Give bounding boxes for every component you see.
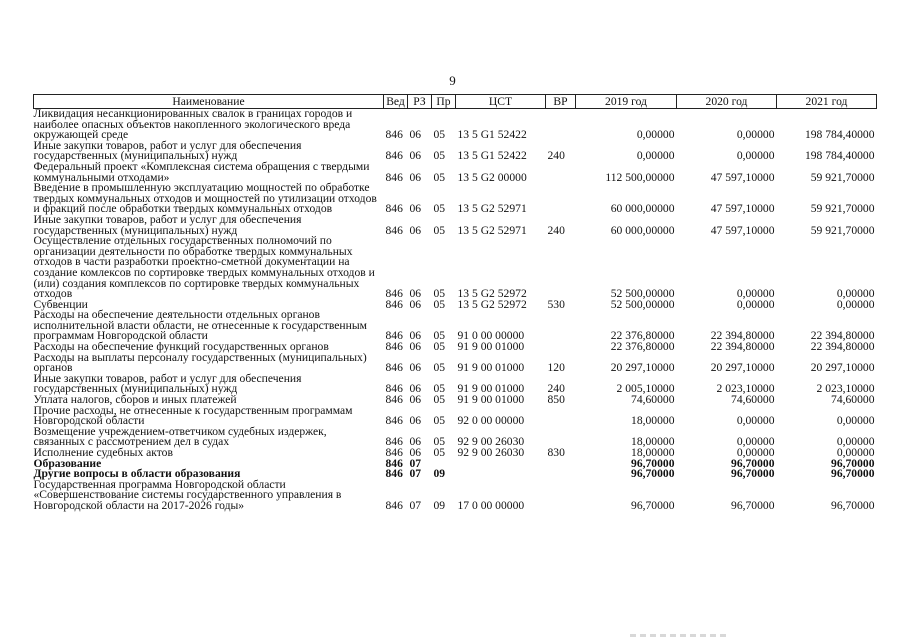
row-name: Расходы на выплаты персоналу государственных (муниципальных) органов bbox=[33, 350, 367, 375]
row-value-2019: 22 376,80000 bbox=[610, 340, 675, 354]
row-vr bbox=[546, 109, 576, 141]
row-value-2021: 0,00000 bbox=[836, 435, 875, 449]
row-value-2019: 60 000,00000 bbox=[610, 223, 675, 237]
row-ved: 846 bbox=[385, 287, 403, 301]
row-pr: 05 bbox=[433, 329, 446, 343]
row-cst: 92 9 00 26030 bbox=[457, 435, 525, 449]
table-row bbox=[34, 310, 877, 342]
row-vr bbox=[546, 406, 576, 427]
row-value-2020: 96,70000 bbox=[731, 456, 775, 470]
row-cst: 13 5 G1 52422 bbox=[457, 149, 527, 163]
row-value-2019: 52 500,00000 bbox=[610, 297, 675, 311]
row-name: Исполнение судебных актов bbox=[33, 446, 173, 459]
row-name: Иные закупки товаров, работ и услуг для обеспечения государственных (муниципальных) нужд bbox=[33, 212, 302, 237]
row-value-2021: 59 921,70000 bbox=[810, 170, 875, 184]
row-value-2019: 20 297,10000 bbox=[610, 361, 675, 375]
row-ved: 846 bbox=[385, 382, 403, 396]
row-vr bbox=[546, 459, 576, 470]
header-pr: Пр bbox=[432, 95, 456, 109]
row-value-2021: 59 921,70000 bbox=[810, 223, 875, 237]
row-value-2020: 96,70000 bbox=[731, 498, 775, 512]
row-pr: 05 bbox=[433, 149, 446, 163]
row-pr: 05 bbox=[433, 202, 446, 216]
row-value-2020: 22 394,80000 bbox=[710, 329, 775, 343]
row-name: Другие вопросы в области образования bbox=[33, 467, 241, 481]
row-rz: 06 bbox=[409, 202, 422, 216]
row-name: Прочие расходы, не отнесенные к государственным программам Новгородской области bbox=[33, 403, 353, 428]
row-rz: 06 bbox=[409, 382, 422, 396]
row-name: Уплата налогов, сборов и иных платежей bbox=[33, 393, 237, 407]
row-rz: 06 bbox=[409, 329, 422, 343]
row-name: Расходы на обеспечение деятельности отдельных органов исполнительной власти области, не отнесенные к государственным программам Новгородской области bbox=[33, 308, 367, 343]
row-cst: 13 5 G1 52422 bbox=[457, 128, 527, 142]
row-value-2019: 18,00000 bbox=[631, 446, 675, 459]
table-row bbox=[34, 215, 877, 236]
row-cst: 91 0 00 00000 bbox=[457, 329, 525, 343]
row-value-2019: 96,70000 bbox=[631, 467, 675, 481]
row-name: Субвенции bbox=[33, 297, 88, 311]
row-name: Иные закупки товаров, работ и услуг для обеспечения государственных (муниципальных) нужд bbox=[33, 138, 302, 163]
header-2019: 2019 год bbox=[576, 95, 677, 109]
header-vr: ВР bbox=[546, 95, 576, 109]
table-row bbox=[34, 109, 877, 141]
row-value-2020: 0,00000 bbox=[736, 128, 775, 142]
row-rz: 06 bbox=[409, 414, 422, 428]
row-vr bbox=[546, 310, 576, 342]
row-pr: 05 bbox=[433, 223, 446, 237]
row-pr: 05 bbox=[433, 382, 446, 396]
row-vr bbox=[546, 342, 576, 353]
row-value-2020: 0,00000 bbox=[736, 446, 775, 459]
row-value-2021: 0,00000 bbox=[836, 446, 875, 459]
row-ved: 846 bbox=[385, 435, 403, 449]
row-vr bbox=[546, 427, 576, 448]
row-pr: 05 bbox=[433, 340, 446, 354]
row-value-2021: 198 784,40000 bbox=[804, 128, 875, 142]
row-ved: 846 bbox=[385, 170, 403, 184]
row-pr: 05 bbox=[433, 435, 446, 449]
row-ved: 846 bbox=[385, 223, 403, 237]
row-value-2019: 96,70000 bbox=[631, 498, 675, 512]
row-pr: 05 bbox=[433, 287, 446, 301]
row-value-2019: 112 500,00000 bbox=[605, 170, 675, 184]
row-cst: 17 0 00 00000 bbox=[457, 498, 525, 512]
row-value-2019: 18,00000 bbox=[631, 414, 675, 428]
row-value-2021: 22 394,80000 bbox=[810, 340, 875, 354]
table-row bbox=[34, 406, 877, 427]
row-value-2021: 0,00000 bbox=[836, 414, 875, 428]
row-vr: 240 bbox=[547, 149, 565, 163]
row-pr: 05 bbox=[433, 393, 446, 407]
row-cst: 91 9 00 01000 bbox=[457, 382, 525, 396]
row-ved: 846 bbox=[385, 297, 403, 311]
row-ved: 846 bbox=[385, 128, 403, 142]
table-row bbox=[34, 162, 877, 183]
row-value-2020: 47 597,10000 bbox=[710, 170, 775, 184]
row-vr bbox=[546, 480, 576, 512]
row-value-2020: 96,70000 bbox=[731, 467, 775, 481]
row-value-2021: 0,00000 bbox=[836, 297, 875, 311]
scan-artifact bbox=[630, 634, 726, 637]
row-value-2020: 47 597,10000 bbox=[710, 202, 775, 216]
row-value-2020: 22 394,80000 bbox=[710, 340, 775, 354]
row-value-2019: 2 005,10000 bbox=[616, 382, 675, 396]
table-row bbox=[34, 141, 877, 162]
row-name: Осуществление отдельных государственных полномочий по организации деятельности по обработке твердых коммунальных отходов в части разработки проектно-сметной документации на создание комлексов по сортировке твердых коммунальных отходов и (или) создания комплексов по сортировке твердых коммунальных отходов bbox=[33, 234, 375, 301]
row-cst: 13 5 G2 52971 bbox=[457, 223, 527, 237]
row-vr bbox=[546, 236, 576, 300]
row-name: Государственная программа Новгородской области «Совершенствование системы государственного управления в Новгородской области на 2017-2026 годы» bbox=[33, 477, 342, 512]
row-value-2020: 74,60000 bbox=[731, 393, 775, 407]
table-row bbox=[34, 374, 877, 395]
row-vr: 240 bbox=[547, 223, 565, 237]
row-rz: 06 bbox=[409, 435, 422, 449]
row-cst: 91 9 00 01000 bbox=[457, 340, 525, 354]
row-value-2019: 74,60000 bbox=[631, 393, 675, 407]
row-value-2019: 0,00000 bbox=[636, 149, 675, 163]
row-rz: 06 bbox=[409, 223, 422, 237]
table-row bbox=[34, 427, 877, 448]
row-value-2020: 0,00000 bbox=[736, 297, 775, 311]
row-name: Введение в промышленную эксплуатацию мощностей по обработке твердых коммунальных отходов и мощностей по утилизации отходов и фракций после обработки твердых коммунальных отходов bbox=[33, 181, 377, 216]
table-row bbox=[34, 353, 877, 374]
row-vr bbox=[546, 469, 576, 480]
page-number: 9 bbox=[449, 73, 456, 88]
row-value-2020: 0,00000 bbox=[736, 435, 775, 449]
row-value-2020: 20 297,10000 bbox=[710, 361, 775, 375]
row-cst bbox=[456, 459, 546, 470]
row-rz: 06 bbox=[409, 393, 422, 407]
row-pr: 09 bbox=[433, 467, 446, 481]
budget-table bbox=[33, 94, 877, 512]
table-row bbox=[34, 236, 877, 300]
row-value-2021: 198 784,40000 bbox=[804, 149, 875, 163]
row-vr: 830 bbox=[547, 446, 565, 459]
row-ved: 846 bbox=[385, 393, 403, 407]
row-name: Образование bbox=[33, 456, 102, 470]
row-cst: 13 5 G2 52972 bbox=[457, 297, 527, 311]
row-value-2020: 47 597,10000 bbox=[710, 223, 775, 237]
row-value-2021: 20 297,10000 bbox=[810, 361, 875, 375]
row-rz: 07 bbox=[409, 467, 422, 481]
row-cst: 91 9 00 01000 bbox=[457, 393, 525, 407]
row-cst: 92 0 00 00000 bbox=[457, 414, 525, 428]
row-vr: 240 bbox=[547, 382, 565, 396]
row-pr: 05 bbox=[433, 170, 446, 184]
row-name: Возмещение учреждением-ответчиком судебных издержек, связанных с рассмотрением дел в судах bbox=[33, 424, 327, 449]
row-value-2020: 2 023,10000 bbox=[716, 382, 775, 396]
row-cst: 13 5 G2 00000 bbox=[457, 170, 527, 184]
row-vr: 530 bbox=[547, 297, 565, 311]
row-vr bbox=[546, 162, 576, 183]
row-value-2021: 59 921,70000 bbox=[810, 202, 875, 216]
row-value-2021: 22 394,80000 bbox=[810, 329, 875, 343]
row-ved: 846 bbox=[385, 361, 403, 375]
row-rz: 06 bbox=[409, 287, 422, 301]
row-vr bbox=[546, 183, 576, 215]
header-2021: 2021 год bbox=[777, 95, 877, 109]
row-ved: 846 bbox=[385, 456, 403, 470]
row-pr: 09 bbox=[433, 498, 446, 512]
row-rz: 06 bbox=[409, 149, 422, 163]
row-cst bbox=[456, 469, 546, 480]
row-cst: 91 9 00 01000 bbox=[457, 361, 525, 375]
table-row bbox=[34, 480, 877, 512]
row-cst: 13 5 G2 52971 bbox=[457, 202, 527, 216]
row-value-2019: 60 000,00000 bbox=[610, 202, 675, 216]
row-rz: 07 bbox=[409, 498, 422, 512]
row-value-2021: 0,00000 bbox=[836, 287, 875, 301]
row-pr: 05 bbox=[433, 446, 446, 459]
row-vr: 120 bbox=[547, 361, 565, 375]
row-rz: 06 bbox=[409, 446, 422, 459]
row-name: Расходы на обеспечение функций государственных органов bbox=[33, 340, 329, 354]
row-value-2019: 18,00000 bbox=[631, 435, 675, 449]
row-cst: 92 9 00 26030 bbox=[457, 446, 525, 459]
header-name: Наименование bbox=[34, 95, 384, 109]
row-value-2021: 74,60000 bbox=[831, 393, 875, 407]
row-value-2021: 96,70000 bbox=[831, 498, 875, 512]
row-ved: 846 bbox=[385, 414, 403, 428]
row-ved: 846 bbox=[385, 149, 403, 163]
header-2020: 2020 год bbox=[677, 95, 777, 109]
row-value-2019: 96,70000 bbox=[631, 456, 675, 470]
row-ved: 846 bbox=[385, 340, 403, 354]
row-value-2021: 96,70000 bbox=[831, 456, 875, 470]
row-value-2020: 0,00000 bbox=[736, 149, 775, 163]
row-ved: 846 bbox=[385, 467, 403, 481]
row-ved: 846 bbox=[385, 329, 403, 343]
row-value-2019: 22 376,80000 bbox=[610, 329, 675, 343]
row-name: Федеральный проект «Комплексная система обращения с твердыми коммунальными отходами» bbox=[33, 159, 370, 184]
row-name: Ликвидация несанкционированных свалок в границах городов и наиболее опасных объектов накопленного экологического вреда окружающей среде bbox=[33, 107, 353, 142]
row-name: Иные закупки товаров, работ и услуг для обеспечения государственных (муниципальных) нужд bbox=[33, 371, 302, 396]
row-ved: 846 bbox=[385, 202, 403, 216]
row-rz: 06 bbox=[409, 340, 422, 354]
row-pr: 05 bbox=[433, 414, 446, 428]
row-value-2019: 0,00000 bbox=[636, 128, 675, 142]
row-pr: 05 bbox=[433, 361, 446, 375]
row-ved: 846 bbox=[385, 446, 403, 459]
row-rz: 07 bbox=[409, 456, 422, 470]
row-value-2019: 52 500,00000 bbox=[610, 287, 675, 301]
table-row bbox=[34, 183, 877, 215]
table-body bbox=[34, 109, 877, 512]
row-rz: 06 bbox=[409, 297, 422, 311]
row-value-2021: 96,70000 bbox=[831, 467, 875, 481]
row-value-2020: 0,00000 bbox=[736, 287, 775, 301]
row-rz: 06 bbox=[409, 128, 422, 142]
row-pr: 05 bbox=[433, 128, 446, 142]
row-ved: 846 bbox=[385, 498, 403, 512]
row-rz: 06 bbox=[409, 361, 422, 375]
row-vr: 850 bbox=[547, 393, 565, 407]
row-pr: 05 bbox=[433, 297, 446, 311]
header-ved: Вед bbox=[384, 95, 408, 109]
header-cst: ЦСТ bbox=[456, 95, 546, 109]
row-value-2021: 2 023,10000 bbox=[816, 382, 875, 396]
row-cst: 13 5 G2 52972 bbox=[457, 287, 527, 301]
row-rz: 06 bbox=[409, 170, 422, 184]
row-value-2020: 0,00000 bbox=[736, 414, 775, 428]
header-rz: РЗ bbox=[408, 95, 432, 109]
